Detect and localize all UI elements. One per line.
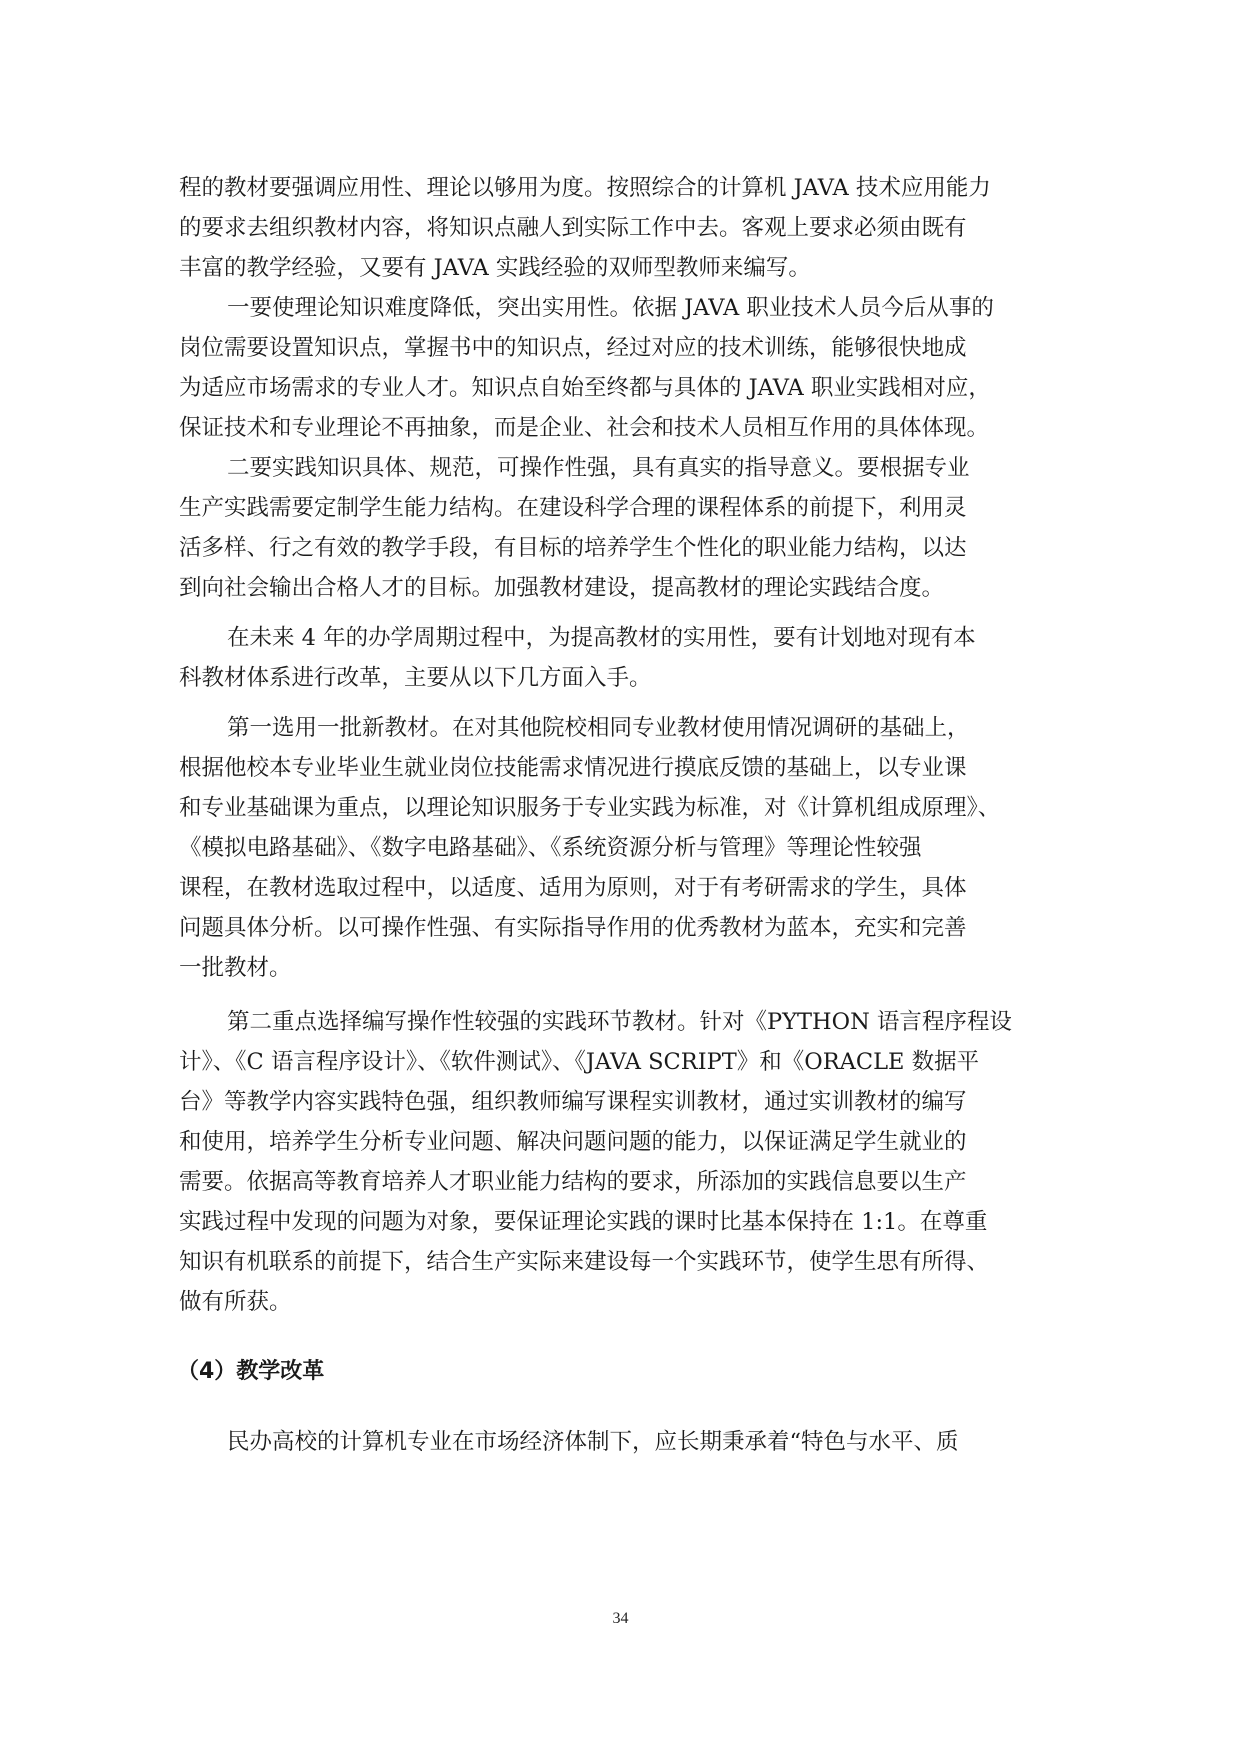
- paragraph-4: [179, 618, 1064, 698]
- text-line: 程的教材要强调应用性、理论以够用为度。按照综合的计算机 JAVA 技术应用能力: [179, 175, 991, 201]
- text-line: 《模拟电路基础》、《数字电路基础》、《系统资源分析与管理》等理论性较强: [179, 835, 922, 861]
- section-spacing: [179, 1392, 1064, 1422]
- text-line: 需要。依据高等教育培养人才职业能力结构的要求，所添加的实践信息要以生产: [179, 1169, 967, 1195]
- paragraph-5: [179, 708, 1064, 988]
- text-line: 为适应市场需求的专业人才。知识点自始至终都与具体的 JAVA 职业实践相对应，: [179, 375, 991, 401]
- paragraph-7: [179, 1422, 1064, 1462]
- text-line: 问题具体分析。以可操作性强、有实际指导作用的优秀教材为蓝本，充实和完善: [179, 915, 967, 941]
- text-line: 第一选用一批新教材。在对其他院校相同专业教材使用情况调研的基础上，: [227, 715, 970, 741]
- text-line: 根据他校本专业毕业生就业岗位技能需求情况进行摸底反馈的基础上，以专业课: [179, 755, 967, 781]
- paragraph-1: [179, 168, 1064, 288]
- text-line: 和专业基础课为重点，以理论知识服务于专业实践为标准，对《计算机组成原理》、: [179, 795, 1001, 821]
- text-line: 实践过程中发现的问题为对象，要保证理论实践的课时比基本保持在 1:1。在尊重: [179, 1209, 988, 1235]
- text-line: 台》等教学内容实践特色强，组织教师编写课程实训教材，通过实训教材的编写: [179, 1089, 967, 1115]
- text-line: 计》、《C 语言程序设计》、《软件测试》、《JAVA SCRIPT》和《ORACLE 数据平: [179, 1049, 980, 1075]
- text-line: 到向社会输出合格人才的目标。加强教材建设，提高教材的理论实践结合度。: [179, 575, 945, 601]
- text-line: 在未来 4 年的办学周期过程中，为提高教材的实用性，要有计划地对现有本: [227, 625, 976, 651]
- text-line: 生产实践需要定制学生能力结构。在建设科学合理的课程体系的前提下，利用灵: [179, 495, 967, 521]
- page-number: 34: [612, 1610, 629, 1627]
- paragraph-spacing: [179, 698, 1064, 708]
- paragraph-3: [179, 448, 1064, 608]
- section-spacing: [179, 1322, 1064, 1352]
- text-line: 岗位需要设置知识点，掌握书中的知识点，经过对应的技术训练，能够很快地成: [179, 335, 967, 361]
- section-heading: （4）教学改革: [177, 1359, 325, 1384]
- text-line: 一要使理论知识难度降低，突出实用性。依据 JAVA 职业技术人员今后从事的: [227, 295, 994, 321]
- document-body: [179, 168, 1064, 1462]
- text-line: 的要求去组织教材内容，将知识点融人到实际工作中去。客观上要求必须由既有: [179, 215, 967, 241]
- paragraph-2: [179, 288, 1064, 448]
- text-line: 课程，在教材选取过程中，以适度、适用为原则，对于有考研需求的学生，具体: [179, 875, 967, 901]
- text-line: 做有所获。: [179, 1289, 292, 1315]
- text-line: 科教材体系进行改革，主要从以下几方面入手。: [179, 665, 652, 691]
- text-line: 知识有机联系的前提下，结合生产实际来建设每一个实践环节，使学生思有所得、: [179, 1249, 990, 1275]
- text-line: 丰富的教学经验，又要有 JAVA 实践经验的双师型教师来编写。: [179, 255, 811, 281]
- text-line: 活多样、行之有效的教学手段，有目标的培养学生个性化的职业能力结构，以达: [179, 535, 967, 561]
- paragraph-spacing: [179, 608, 1064, 618]
- text-line: 一批教材。: [179, 955, 292, 981]
- text-line: 第二重点选择编写操作性较强的实践环节教材。针对《PYTHON 语言程序程设: [227, 1009, 1012, 1035]
- paragraph-6: [179, 1002, 1064, 1322]
- text-line: 二要实践知识具体、规范，可操作性强，具有真实的指导意义。要根据专业: [227, 455, 970, 481]
- text-line: 和使用，培养学生分析专业问题、解决问题问题的能力，以保证满足学生就业的: [179, 1129, 967, 1155]
- text-line: 保证技术和专业理论不再抽象，而是企业、社会和技术人员相互作用的具体体现。: [179, 415, 990, 441]
- text-line: 民办高校的计算机专业在市场经济体制下，应长期秉承着“特色与水平、质: [227, 1429, 959, 1455]
- paragraph-spacing: [179, 988, 1064, 1002]
